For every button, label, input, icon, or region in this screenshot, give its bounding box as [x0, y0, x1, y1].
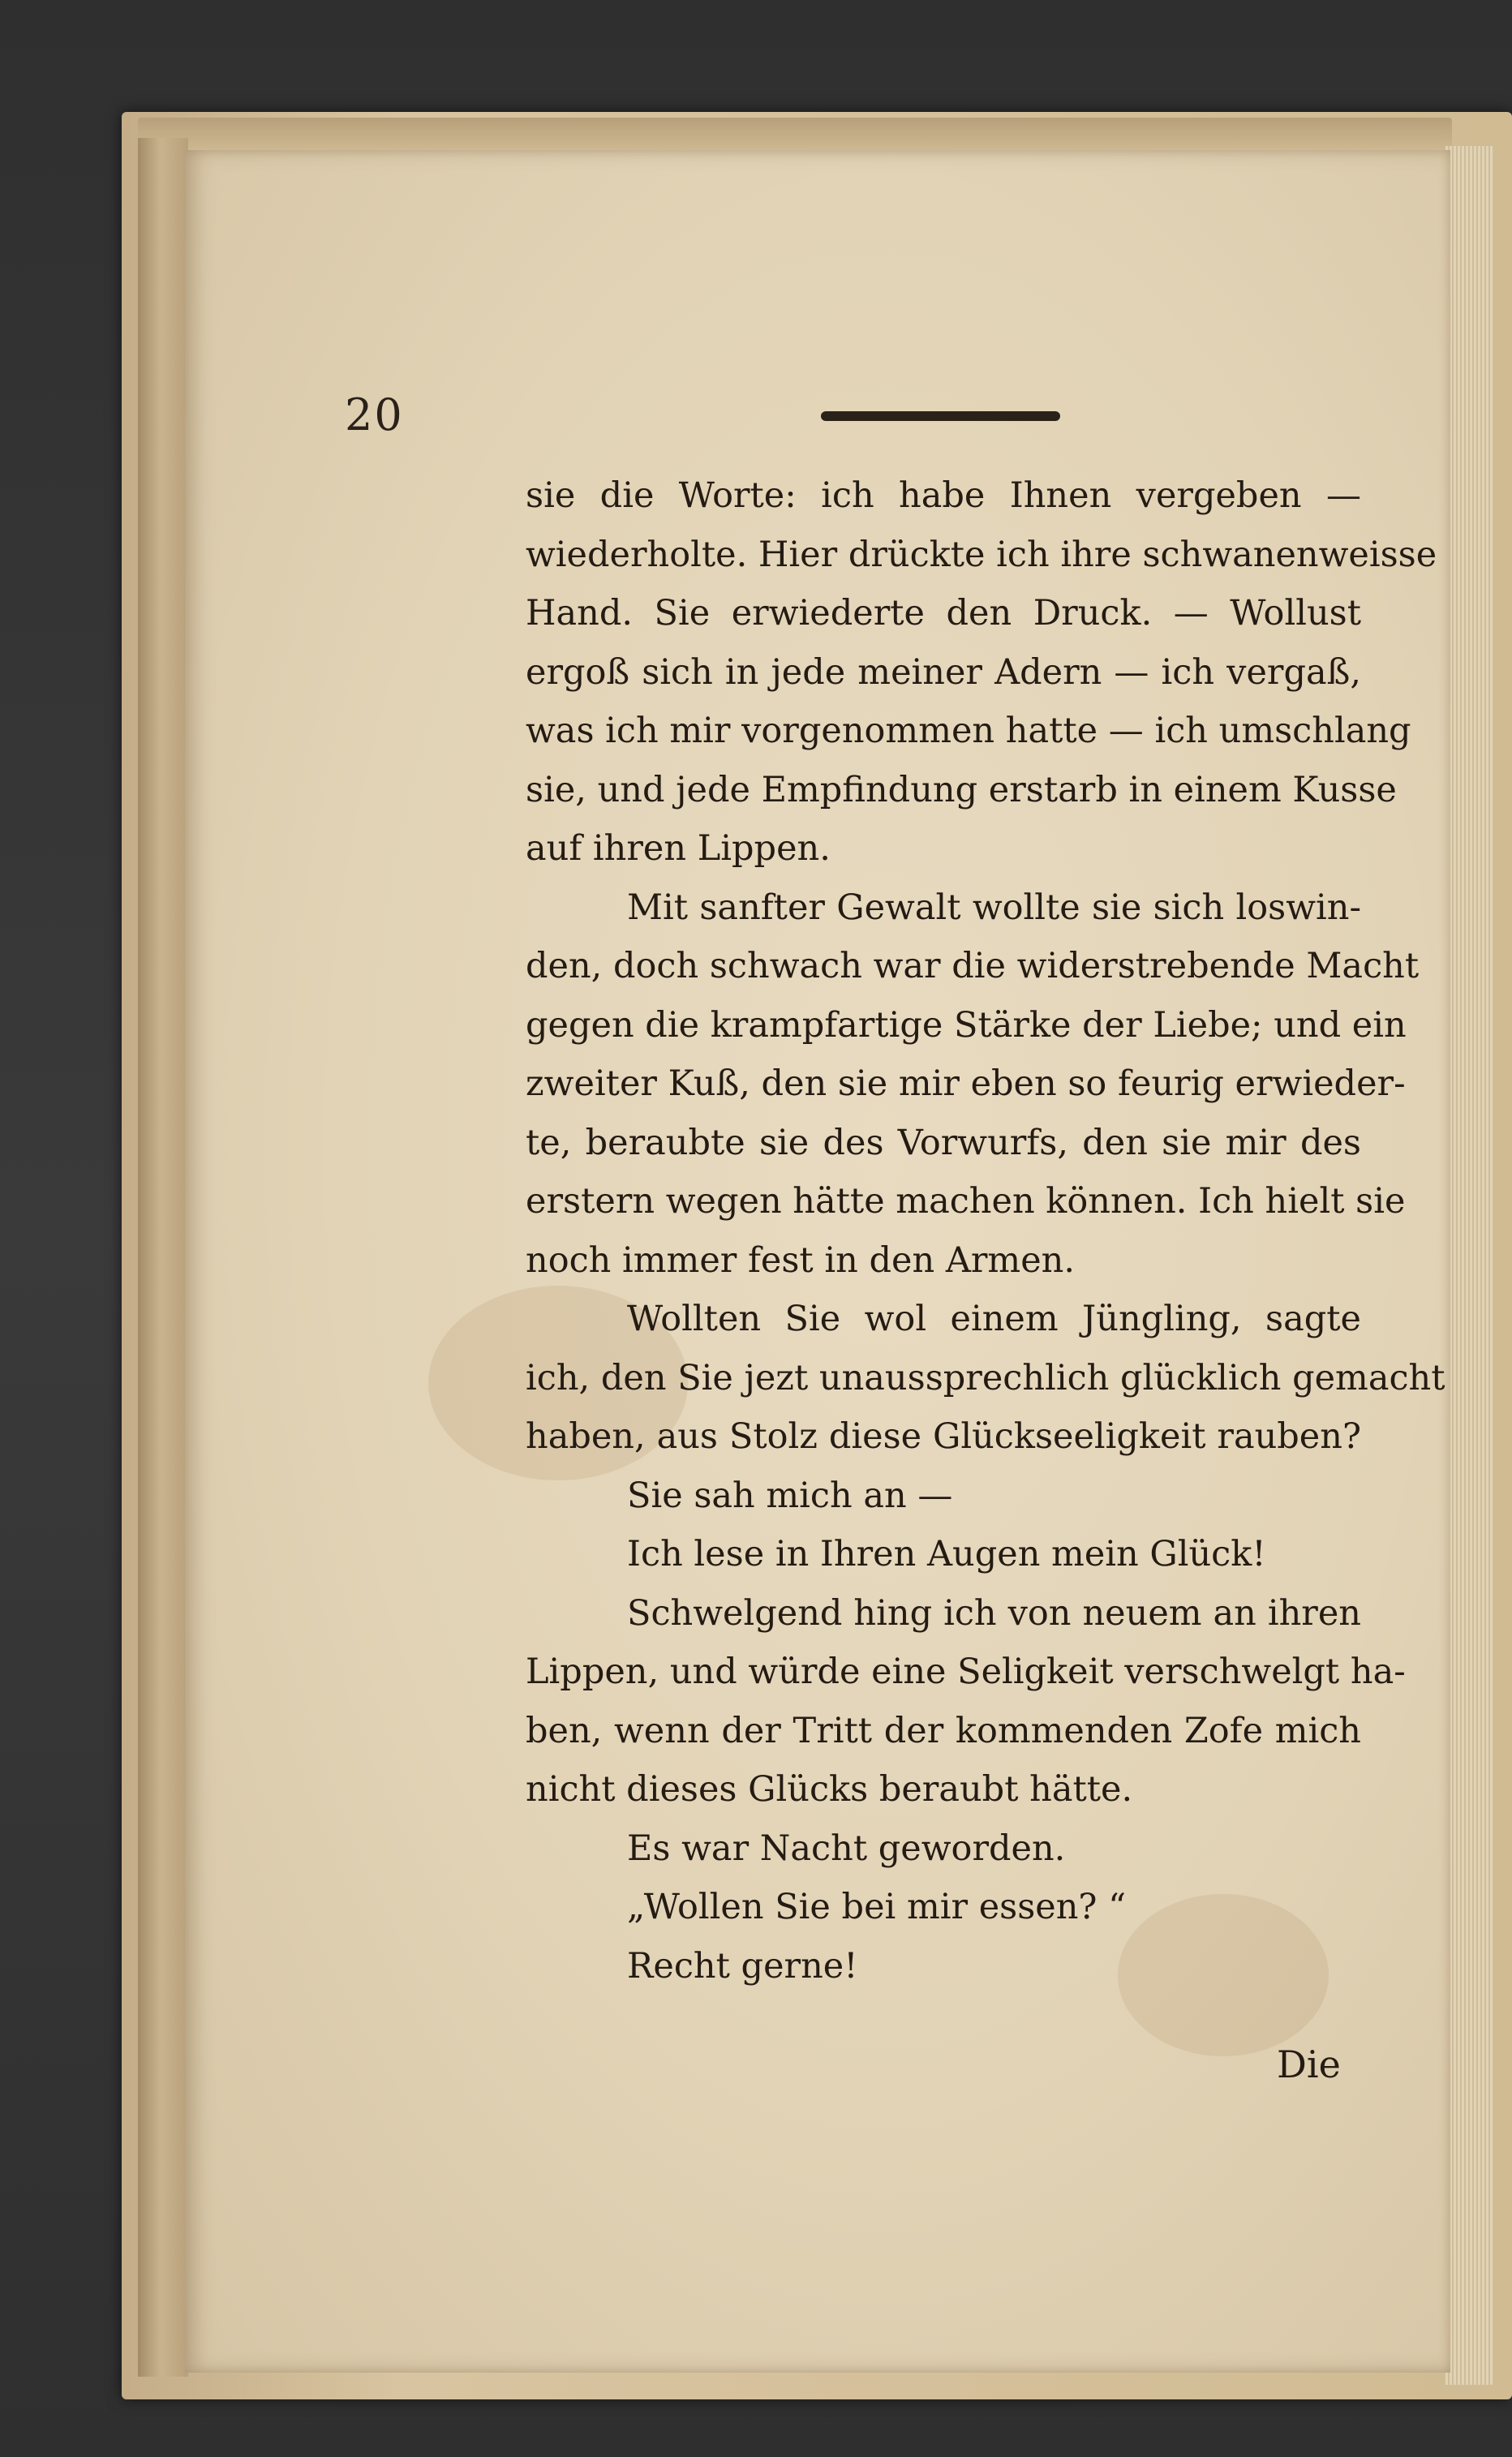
- text-line: Wollten Sie wol einem Jüngling, sagte: [627, 1299, 1361, 1339]
- text-line: Schwelgend hing ich von neuem an ihren: [627, 1592, 1361, 1634]
- text-line: zweiter Kuß, den sie mir eben so feurig erwieder-: [526, 1063, 1406, 1104]
- text-line: erstern wegen hätte machen können. Ich hielt sie: [526, 1181, 1406, 1222]
- text-line: gegen die krampfartige Stärke der Liebe; und ein: [526, 1004, 1407, 1046]
- text-line: ich, den Sie jezt unaussprechlich glücklich gemacht: [526, 1357, 1445, 1398]
- text-line: Es war Nacht geworden.: [627, 1828, 1066, 1869]
- page-edges: [1445, 146, 1494, 2385]
- body-text: [526, 466, 1445, 1995]
- text-line: Hand. Sie erwiederte den Druck. — Wollust: [526, 593, 1361, 634]
- text-line: ergoß sich in jede meiner Adern — ich vergaß,: [526, 651, 1361, 693]
- text-line: Lippen, und würde eine Seligkeit verschwelgt ha-: [526, 1652, 1406, 1692]
- text-line: den, doch schwach war die widerstrebende Macht: [526, 946, 1420, 986]
- text-line: Mit sanfter Gewalt wollte sie sich loswin-: [627, 887, 1361, 928]
- text-line: te, beraubte sie des Vorwurfs, den sie mir des: [526, 1122, 1361, 1163]
- catchword: Die: [1277, 2042, 1341, 2086]
- page-number: 20: [345, 389, 404, 440]
- text-line: ben, wenn der Tritt der kommenden Zofe mich: [526, 1710, 1361, 1751]
- text-line: was ich mir vorgenommen hatte — ich umschlang: [526, 711, 1411, 751]
- text-line: nicht dieses Glücks beraubt hätte.: [526, 1769, 1133, 1810]
- text-line: wiederholte. Hier drückte ich ihre schwanenweisse: [526, 534, 1437, 575]
- book-spine: [138, 138, 188, 2377]
- header-rule: [821, 411, 1060, 421]
- cover-top-edge: [138, 118, 1452, 150]
- text-line: haben, aus Stolz diese Glückseeligkeit rauben?: [526, 1416, 1361, 1457]
- text-line: auf ihren Lippen.: [526, 828, 831, 869]
- text-line: noch immer fest in den Armen.: [526, 1239, 1076, 1281]
- text-line: sie die Worte: ich habe Ihnen vergeben —: [526, 475, 1361, 516]
- text-line: Sie sah mich an —: [627, 1475, 953, 1516]
- text-line: „Wollen Sie bei mir essen? “: [627, 1887, 1127, 1927]
- text-line: sie, und jede Empfindung erstarb in einem Kusse: [526, 769, 1397, 810]
- text-line: Ich lese in Ihren Augen mein Glück!: [627, 1534, 1266, 1574]
- text-line: Recht gerne!: [627, 1945, 858, 1987]
